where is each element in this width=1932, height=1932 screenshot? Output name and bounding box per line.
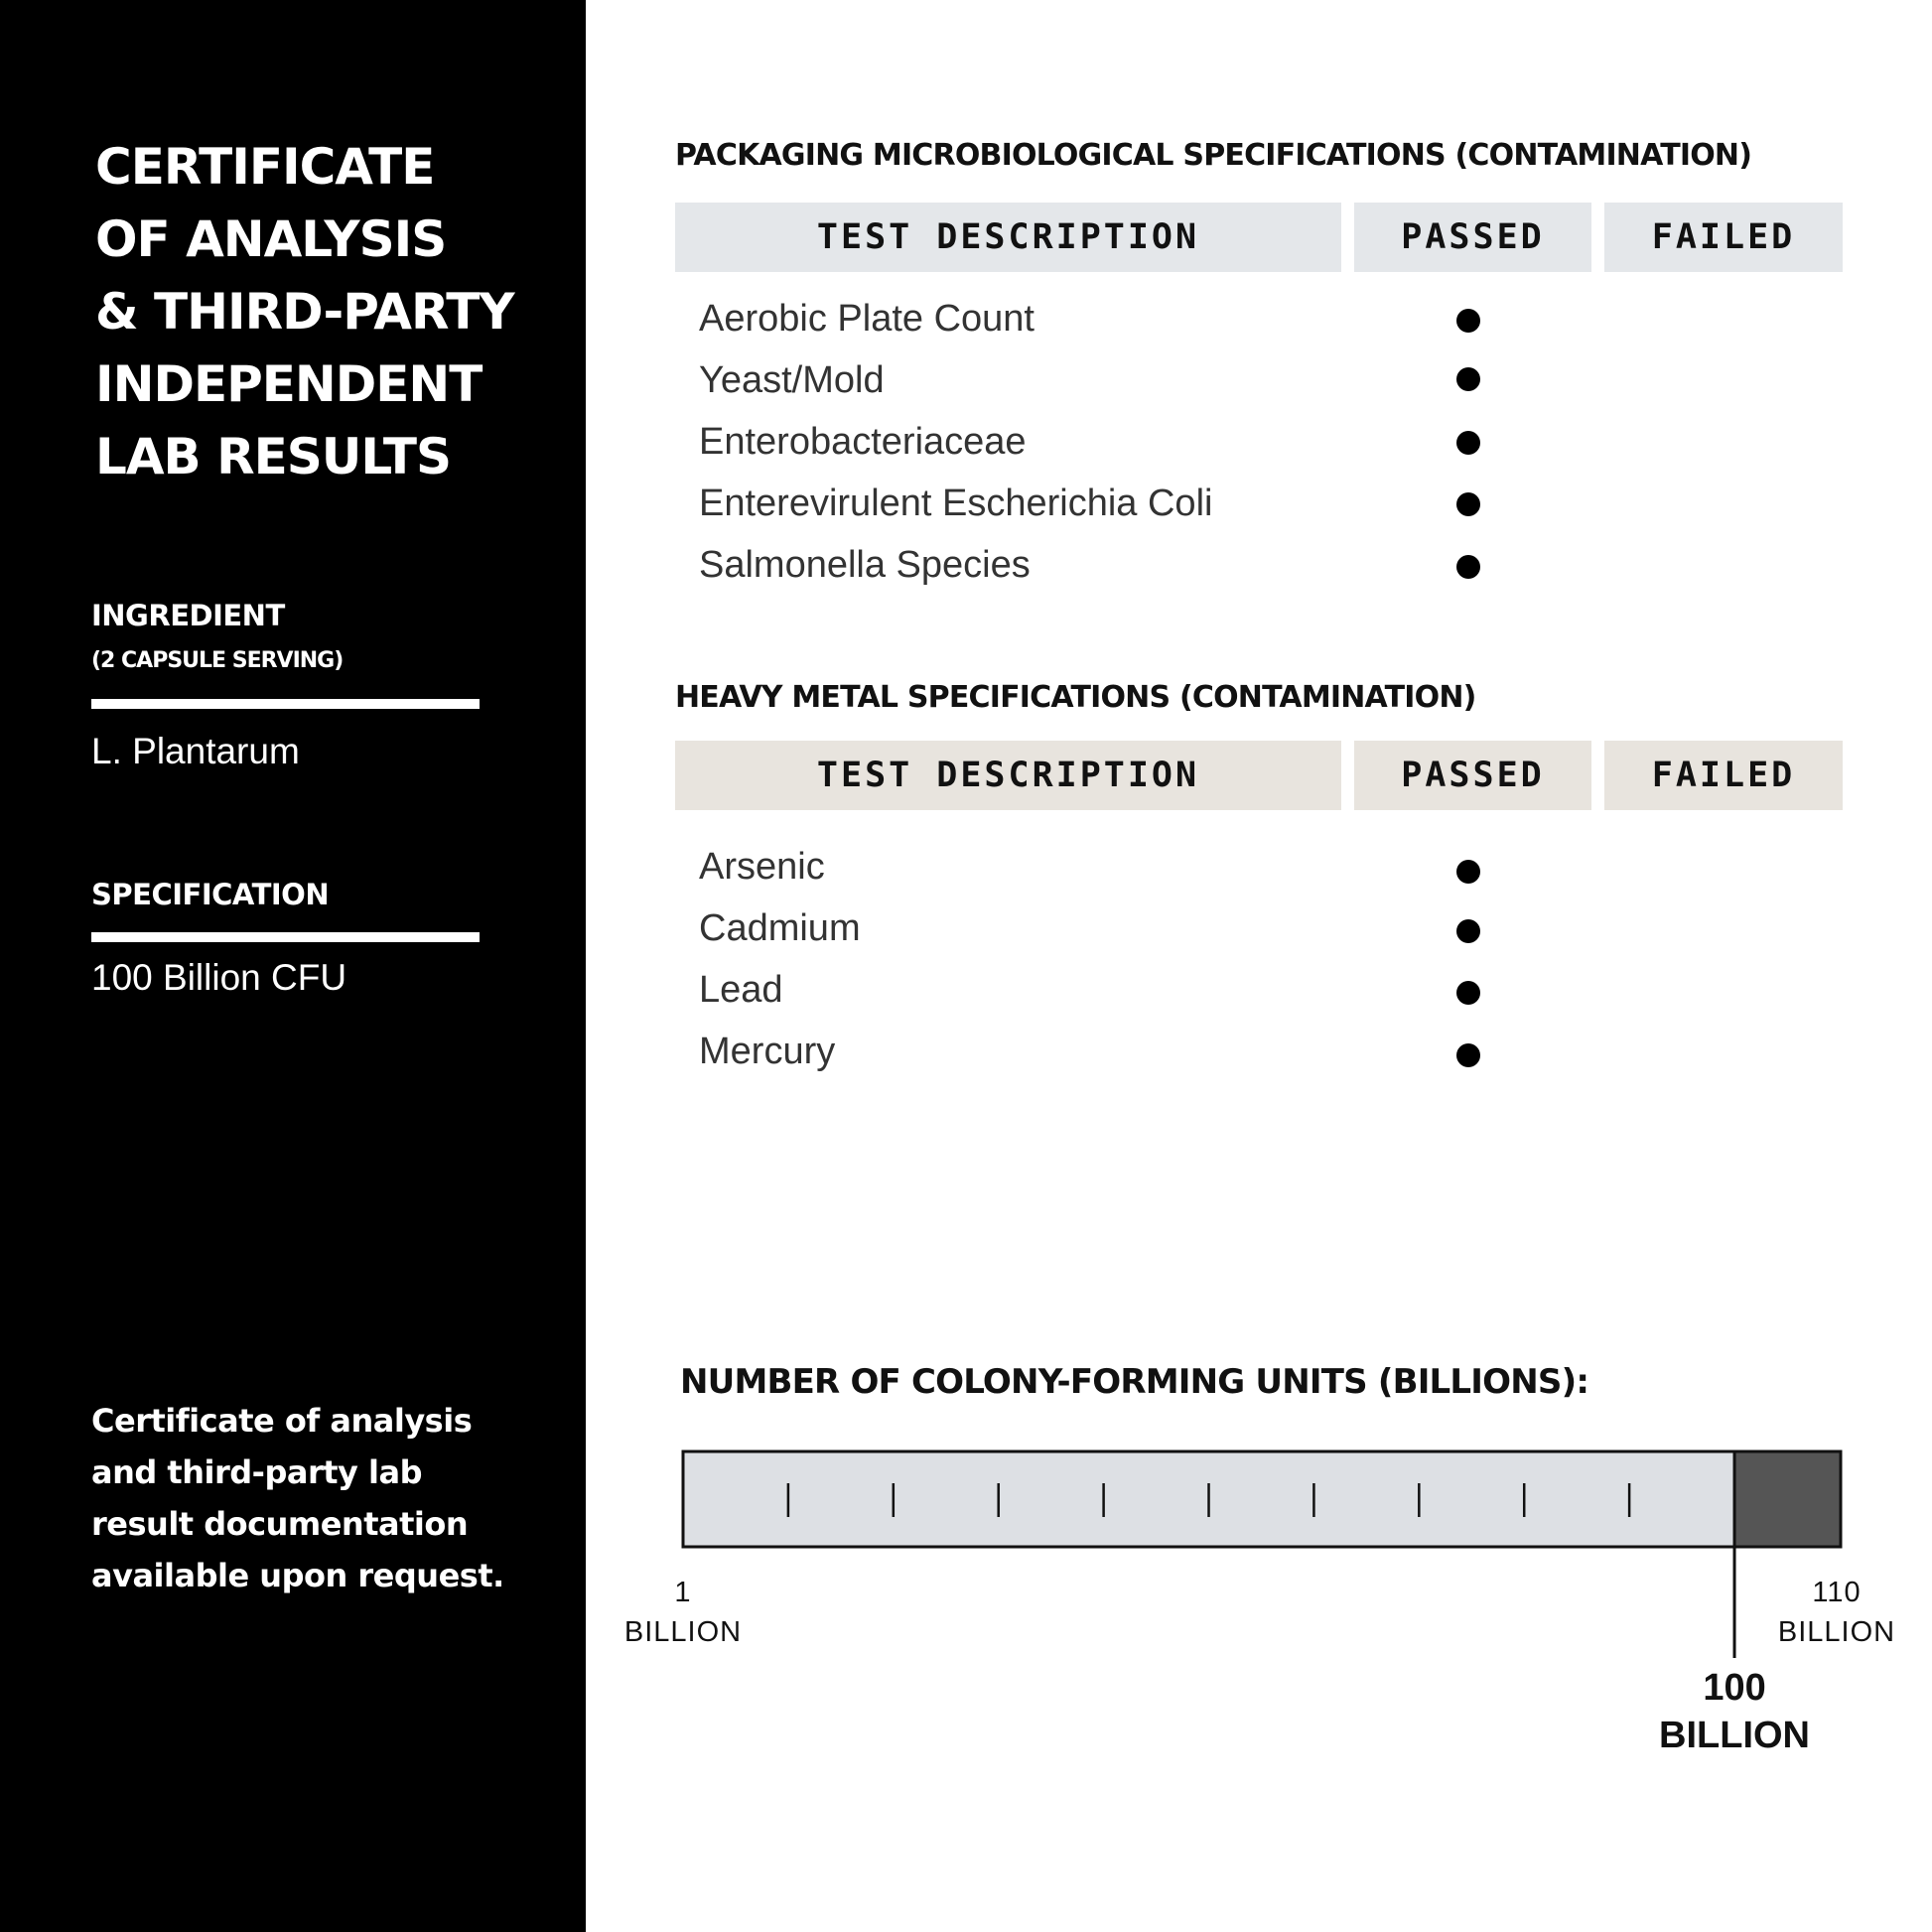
micro-test-label: Enterobacteriaceae bbox=[699, 421, 1027, 463]
cfu-min-number: 1 bbox=[674, 1577, 692, 1608]
metal-passed-dot bbox=[1456, 1043, 1480, 1067]
cfu-marker-unit: BILLION bbox=[1659, 1715, 1810, 1756]
title-line: OF ANALYSIS bbox=[95, 210, 447, 268]
metal-header-failed: FAILED bbox=[1604, 741, 1843, 810]
cfu-gauge-fill bbox=[1734, 1453, 1839, 1546]
title-line: INDEPENDENT bbox=[95, 355, 483, 413]
cfu-max-number: 110 bbox=[1812, 1577, 1862, 1608]
micro-header-passed: PASSED bbox=[1354, 203, 1591, 272]
metal-passed-dot bbox=[1456, 981, 1480, 1005]
specification-divider bbox=[91, 932, 480, 942]
cfu-max-unit: BILLION bbox=[1777, 1616, 1896, 1648]
cfu-marker-label bbox=[1635, 1664, 1834, 1759]
cfu-max-label bbox=[1757, 1573, 1916, 1652]
documentation-note bbox=[91, 1395, 528, 1601]
micro-test-label: Yeast/Mold bbox=[699, 359, 885, 401]
note-line: available upon request. bbox=[91, 1557, 504, 1594]
ingredient-divider bbox=[91, 699, 480, 709]
cfu-marker-number: 100 bbox=[1703, 1667, 1766, 1709]
cfu-gauge-track bbox=[683, 1451, 1841, 1547]
micro-passed-dot bbox=[1456, 309, 1480, 333]
metal-header-passed: PASSED bbox=[1354, 741, 1591, 810]
title-line: CERTIFICATE bbox=[95, 138, 435, 196]
micro-test-label: Enterevirulent Escherichia Coli bbox=[699, 483, 1213, 524]
title-line: & THIRD-PARTY bbox=[95, 283, 514, 341]
note-line: and third-party lab bbox=[91, 1453, 422, 1491]
metal-test-label: Arsenic bbox=[699, 846, 825, 888]
micro-test-label: Salmonella Species bbox=[699, 544, 1031, 586]
ingredient-value: L. Plantarum bbox=[91, 731, 300, 771]
metal-passed-dot bbox=[1456, 919, 1480, 943]
cfu-gauge-ticks bbox=[788, 1483, 1629, 1517]
ingredient-label: INGREDIENT bbox=[91, 599, 285, 632]
micro-passed-dot bbox=[1456, 367, 1480, 391]
specification-label: SPECIFICATION bbox=[91, 878, 330, 911]
metal-passed-dot bbox=[1456, 860, 1480, 884]
micro-passed-dot bbox=[1456, 492, 1480, 516]
cfu-min-unit: BILLION bbox=[623, 1616, 743, 1648]
metal-test-label: Cadmium bbox=[699, 907, 861, 949]
metal-test-label: Mercury bbox=[699, 1031, 836, 1072]
micro-header-test-description: TEST DESCRIPTION bbox=[675, 203, 1341, 272]
note-line: result documentation bbox=[91, 1505, 469, 1543]
ingredient-serving-note: (2 CAPSULE SERVING) bbox=[91, 648, 344, 673]
metal-test-label: Lead bbox=[699, 969, 783, 1011]
cfu-gauge-title: NUMBER OF COLONY-FORMING UNITS (BILLIONS): bbox=[680, 1362, 1589, 1402]
title-line: LAB RESULTS bbox=[95, 428, 452, 485]
micro-test-label: Aerobic Plate Count bbox=[699, 298, 1035, 340]
cfu-min-label bbox=[604, 1573, 762, 1652]
metal-header-test-description: TEST DESCRIPTION bbox=[675, 741, 1341, 810]
note-line: Certificate of analysis bbox=[91, 1402, 473, 1440]
micro-header-failed: FAILED bbox=[1604, 203, 1843, 272]
sidebar bbox=[0, 0, 586, 1932]
micro-section-title: PACKAGING MICROBIOLOGICAL SPECIFICATIONS (CONTAMINATION) bbox=[675, 138, 1752, 173]
micro-passed-dot bbox=[1456, 431, 1480, 455]
micro-passed-dot bbox=[1456, 555, 1480, 579]
metal-section-title: HEAVY METAL SPECIFICATIONS (CONTAMINATION) bbox=[675, 680, 1476, 715]
certificate-title bbox=[95, 131, 572, 493]
specification-value: 100 Billion CFU bbox=[91, 957, 347, 998]
